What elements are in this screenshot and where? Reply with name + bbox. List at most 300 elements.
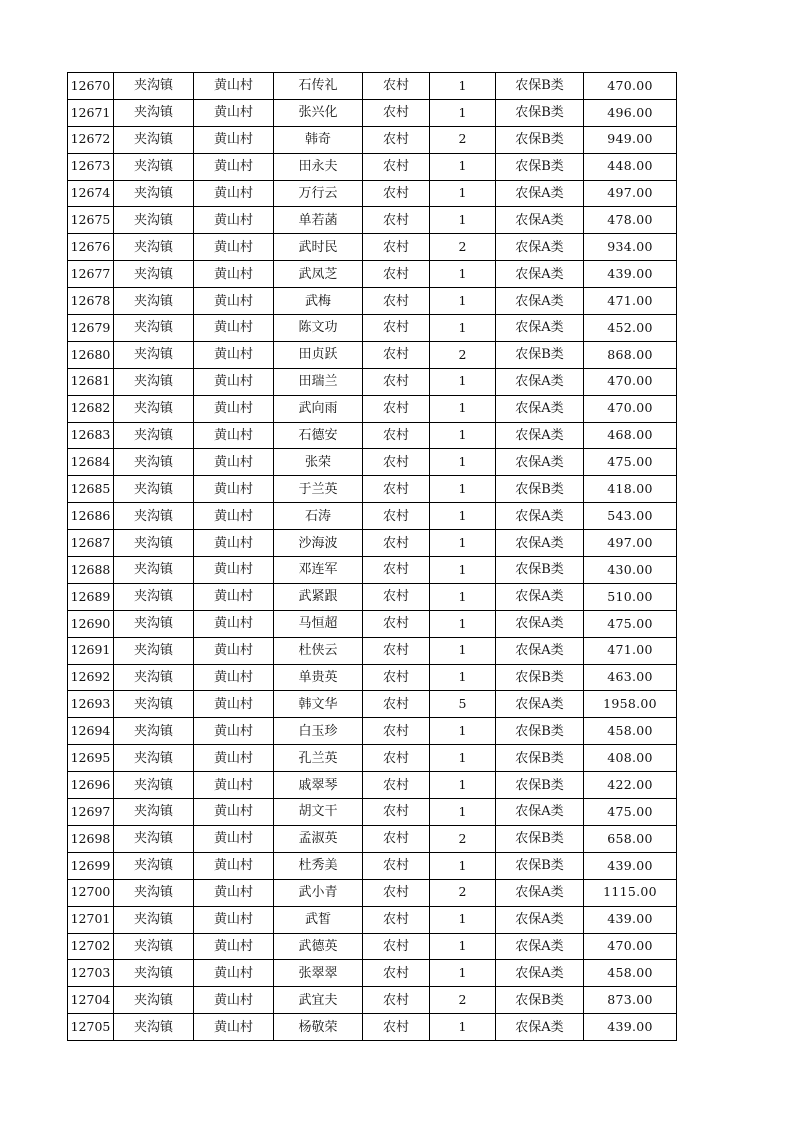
- household-count-cell: 1: [430, 610, 496, 637]
- record-id-cell: 12696: [68, 772, 114, 799]
- record-id-cell: 12687: [68, 530, 114, 557]
- name-cell: 张翠翠: [274, 960, 363, 987]
- table-row: [68, 933, 677, 960]
- table-row: [68, 637, 677, 664]
- name-cell: 田永夫: [274, 153, 363, 180]
- area-type-cell: 农村: [363, 288, 430, 315]
- table-row: [68, 557, 677, 584]
- insurance-category-cell: 农保B类: [496, 987, 584, 1014]
- name-cell: 张荣: [274, 449, 363, 476]
- village-cell: 黄山村: [194, 207, 274, 234]
- insurance-category-cell: 农保A类: [496, 879, 584, 906]
- town-cell: 夹沟镇: [114, 879, 194, 906]
- record-id-cell: 12703: [68, 960, 114, 987]
- insurance-category-cell: 农保A类: [496, 799, 584, 826]
- village-cell: 黄山村: [194, 745, 274, 772]
- household-count-cell: 1: [430, 315, 496, 342]
- amount-cell: 873.00: [584, 987, 677, 1014]
- name-cell: 邓连军: [274, 557, 363, 584]
- household-count-cell: 1: [430, 960, 496, 987]
- insurance-category-cell: 农保A类: [496, 960, 584, 987]
- record-id-cell: 12683: [68, 422, 114, 449]
- town-cell: 夹沟镇: [114, 207, 194, 234]
- area-type-cell: 农村: [363, 557, 430, 584]
- insurance-category-cell: 农保B类: [496, 557, 584, 584]
- household-count-cell: 1: [430, 153, 496, 180]
- area-type-cell: 农村: [363, 799, 430, 826]
- table-row: [68, 368, 677, 395]
- amount-cell: 470.00: [584, 933, 677, 960]
- name-cell: 戚翠琴: [274, 772, 363, 799]
- table-row: [68, 610, 677, 637]
- amount-cell: 470.00: [584, 73, 677, 100]
- record-id-cell: 12705: [68, 1014, 114, 1041]
- amount-cell: 475.00: [584, 449, 677, 476]
- town-cell: 夹沟镇: [114, 261, 194, 288]
- town-cell: 夹沟镇: [114, 503, 194, 530]
- village-cell: 黄山村: [194, 960, 274, 987]
- table-row: [68, 1014, 677, 1041]
- village-cell: 黄山村: [194, 799, 274, 826]
- town-cell: 夹沟镇: [114, 610, 194, 637]
- name-cell: 陈文功: [274, 315, 363, 342]
- insurance-category-cell: 农保A类: [496, 691, 584, 718]
- village-cell: 黄山村: [194, 422, 274, 449]
- town-cell: 夹沟镇: [114, 557, 194, 584]
- name-cell: 武小青: [274, 879, 363, 906]
- household-count-cell: 1: [430, 207, 496, 234]
- name-cell: 于兰英: [274, 476, 363, 503]
- table-row: [68, 341, 677, 368]
- name-cell: 石涛: [274, 503, 363, 530]
- town-cell: 夹沟镇: [114, 718, 194, 745]
- household-count-cell: 2: [430, 341, 496, 368]
- village-cell: 黄山村: [194, 341, 274, 368]
- table-row: [68, 718, 677, 745]
- insurance-category-cell: 农保B类: [496, 825, 584, 852]
- amount-cell: 949.00: [584, 126, 677, 153]
- area-type-cell: 农村: [363, 395, 430, 422]
- area-type-cell: 农村: [363, 637, 430, 664]
- town-cell: 夹沟镇: [114, 664, 194, 691]
- area-type-cell: 农村: [363, 261, 430, 288]
- table-row: [68, 234, 677, 261]
- table-row: [68, 691, 677, 718]
- record-id-cell: 12671: [68, 99, 114, 126]
- area-type-cell: 农村: [363, 772, 430, 799]
- village-cell: 黄山村: [194, 153, 274, 180]
- table-row: [68, 799, 677, 826]
- table-row: [68, 745, 677, 772]
- town-cell: 夹沟镇: [114, 799, 194, 826]
- household-count-cell: 1: [430, 745, 496, 772]
- town-cell: 夹沟镇: [114, 476, 194, 503]
- insurance-category-cell: 农保A类: [496, 933, 584, 960]
- table-row: [68, 315, 677, 342]
- insurance-category-cell: 农保A类: [496, 1014, 584, 1041]
- area-type-cell: 农村: [363, 933, 430, 960]
- area-type-cell: 农村: [363, 583, 430, 610]
- amount-cell: 471.00: [584, 288, 677, 315]
- town-cell: 夹沟镇: [114, 180, 194, 207]
- record-id-cell: 12698: [68, 825, 114, 852]
- record-id-cell: 12692: [68, 664, 114, 691]
- town-cell: 夹沟镇: [114, 234, 194, 261]
- amount-cell: 1958.00: [584, 691, 677, 718]
- record-id-cell: 12694: [68, 718, 114, 745]
- household-count-cell: 1: [430, 637, 496, 664]
- insurance-category-cell: 农保B类: [496, 476, 584, 503]
- village-cell: 黄山村: [194, 180, 274, 207]
- household-count-cell: 1: [430, 799, 496, 826]
- table-row: [68, 852, 677, 879]
- table-row: [68, 664, 677, 691]
- town-cell: 夹沟镇: [114, 933, 194, 960]
- village-cell: 黄山村: [194, 852, 274, 879]
- household-count-cell: 2: [430, 234, 496, 261]
- name-cell: 武紧跟: [274, 583, 363, 610]
- record-id-cell: 12680: [68, 341, 114, 368]
- household-count-cell: 1: [430, 557, 496, 584]
- record-id-cell: 12684: [68, 449, 114, 476]
- area-type-cell: 农村: [363, 341, 430, 368]
- table-row: [68, 987, 677, 1014]
- record-id-cell: 12673: [68, 153, 114, 180]
- household-count-cell: 1: [430, 99, 496, 126]
- household-count-cell: 1: [430, 73, 496, 100]
- insurance-category-cell: 农保B类: [496, 99, 584, 126]
- name-cell: 武凤芝: [274, 261, 363, 288]
- village-cell: 黄山村: [194, 691, 274, 718]
- amount-cell: 510.00: [584, 583, 677, 610]
- village-cell: 黄山村: [194, 637, 274, 664]
- household-count-cell: 1: [430, 772, 496, 799]
- town-cell: 夹沟镇: [114, 126, 194, 153]
- town-cell: 夹沟镇: [114, 825, 194, 852]
- town-cell: 夹沟镇: [114, 772, 194, 799]
- name-cell: 武德英: [274, 933, 363, 960]
- town-cell: 夹沟镇: [114, 395, 194, 422]
- name-cell: 万行云: [274, 180, 363, 207]
- area-type-cell: 农村: [363, 449, 430, 476]
- area-type-cell: 农村: [363, 315, 430, 342]
- village-cell: 黄山村: [194, 825, 274, 852]
- town-cell: 夹沟镇: [114, 341, 194, 368]
- name-cell: 石传礼: [274, 73, 363, 100]
- town-cell: 夹沟镇: [114, 73, 194, 100]
- village-cell: 黄山村: [194, 583, 274, 610]
- village-cell: 黄山村: [194, 987, 274, 1014]
- insurance-category-cell: 农保A类: [496, 315, 584, 342]
- area-type-cell: 农村: [363, 745, 430, 772]
- insurance-category-cell: 农保B类: [496, 153, 584, 180]
- village-cell: 黄山村: [194, 476, 274, 503]
- table-row: [68, 73, 677, 100]
- household-count-cell: 1: [430, 906, 496, 933]
- amount-cell: 478.00: [584, 207, 677, 234]
- household-count-cell: 2: [430, 879, 496, 906]
- table-row: [68, 772, 677, 799]
- area-type-cell: 农村: [363, 503, 430, 530]
- area-type-cell: 农村: [363, 960, 430, 987]
- record-id-cell: 12689: [68, 583, 114, 610]
- record-id-cell: 12682: [68, 395, 114, 422]
- village-cell: 黄山村: [194, 315, 274, 342]
- insurance-category-cell: 农保A类: [496, 530, 584, 557]
- town-cell: 夹沟镇: [114, 691, 194, 718]
- amount-cell: 496.00: [584, 99, 677, 126]
- area-type-cell: 农村: [363, 530, 430, 557]
- household-count-cell: 1: [430, 530, 496, 557]
- name-cell: 田瑞兰: [274, 368, 363, 395]
- amount-cell: 471.00: [584, 637, 677, 664]
- village-cell: 黄山村: [194, 73, 274, 100]
- area-type-cell: 农村: [363, 99, 430, 126]
- town-cell: 夹沟镇: [114, 153, 194, 180]
- insurance-category-cell: 农保A类: [496, 288, 584, 315]
- town-cell: 夹沟镇: [114, 288, 194, 315]
- name-cell: 白玉珍: [274, 718, 363, 745]
- area-type-cell: 农村: [363, 126, 430, 153]
- household-count-cell: 1: [430, 852, 496, 879]
- name-cell: 单贵英: [274, 664, 363, 691]
- village-cell: 黄山村: [194, 261, 274, 288]
- insurance-category-cell: 农保B类: [496, 772, 584, 799]
- town-cell: 夹沟镇: [114, 637, 194, 664]
- village-cell: 黄山村: [194, 99, 274, 126]
- table-row: [68, 99, 677, 126]
- record-id-cell: 12686: [68, 503, 114, 530]
- amount-cell: 418.00: [584, 476, 677, 503]
- household-count-cell: 2: [430, 126, 496, 153]
- record-id-cell: 12678: [68, 288, 114, 315]
- insurance-category-cell: 农保B类: [496, 341, 584, 368]
- area-type-cell: 农村: [363, 476, 430, 503]
- amount-cell: 497.00: [584, 530, 677, 557]
- name-cell: 武向雨: [274, 395, 363, 422]
- household-count-cell: 1: [430, 288, 496, 315]
- record-id-cell: 12679: [68, 315, 114, 342]
- table-body: [68, 73, 677, 1041]
- town-cell: 夹沟镇: [114, 99, 194, 126]
- table-row: [68, 476, 677, 503]
- village-cell: 黄山村: [194, 557, 274, 584]
- household-count-cell: 1: [430, 718, 496, 745]
- household-count-cell: 1: [430, 449, 496, 476]
- table-row: [68, 879, 677, 906]
- area-type-cell: 农村: [363, 1014, 430, 1041]
- name-cell: 马恒超: [274, 610, 363, 637]
- household-count-cell: 1: [430, 933, 496, 960]
- area-type-cell: 农村: [363, 610, 430, 637]
- record-id-cell: 12704: [68, 987, 114, 1014]
- amount-cell: 475.00: [584, 610, 677, 637]
- insurance-category-cell: 农保A类: [496, 261, 584, 288]
- name-cell: 张兴化: [274, 99, 363, 126]
- amount-cell: 468.00: [584, 422, 677, 449]
- amount-cell: 470.00: [584, 368, 677, 395]
- record-id-cell: 12685: [68, 476, 114, 503]
- amount-cell: 463.00: [584, 664, 677, 691]
- household-count-cell: 1: [430, 180, 496, 207]
- area-type-cell: 农村: [363, 368, 430, 395]
- table-row: [68, 126, 677, 153]
- table-row: [68, 153, 677, 180]
- record-id-cell: 12695: [68, 745, 114, 772]
- insurance-category-cell: 农保B类: [496, 745, 584, 772]
- table-row: [68, 288, 677, 315]
- amount-cell: 497.00: [584, 180, 677, 207]
- table-row: [68, 180, 677, 207]
- table-row: [68, 825, 677, 852]
- village-cell: 黄山村: [194, 772, 274, 799]
- insurance-category-cell: 农保B类: [496, 126, 584, 153]
- household-count-cell: 1: [430, 503, 496, 530]
- village-cell: 黄山村: [194, 664, 274, 691]
- record-id-cell: 12688: [68, 557, 114, 584]
- household-count-cell: 1: [430, 261, 496, 288]
- name-cell: 武梅: [274, 288, 363, 315]
- area-type-cell: 农村: [363, 906, 430, 933]
- town-cell: 夹沟镇: [114, 987, 194, 1014]
- record-id-cell: 12702: [68, 933, 114, 960]
- name-cell: 孔兰英: [274, 745, 363, 772]
- amount-cell: 458.00: [584, 960, 677, 987]
- record-id-cell: 12700: [68, 879, 114, 906]
- village-cell: 黄山村: [194, 234, 274, 261]
- record-id-cell: 12672: [68, 126, 114, 153]
- area-type-cell: 农村: [363, 207, 430, 234]
- insurance-category-cell: 农保A类: [496, 395, 584, 422]
- amount-cell: 470.00: [584, 395, 677, 422]
- area-type-cell: 农村: [363, 691, 430, 718]
- insurance-category-cell: 农保B类: [496, 664, 584, 691]
- town-cell: 夹沟镇: [114, 906, 194, 933]
- town-cell: 夹沟镇: [114, 422, 194, 449]
- household-count-cell: 1: [430, 422, 496, 449]
- name-cell: 武皙: [274, 906, 363, 933]
- record-id-cell: 12675: [68, 207, 114, 234]
- village-cell: 黄山村: [194, 368, 274, 395]
- household-count-cell: 5: [430, 691, 496, 718]
- name-cell: 杜秀美: [274, 852, 363, 879]
- town-cell: 夹沟镇: [114, 1014, 194, 1041]
- amount-cell: 452.00: [584, 315, 677, 342]
- amount-cell: 439.00: [584, 261, 677, 288]
- amount-cell: 658.00: [584, 825, 677, 852]
- insurance-category-cell: 农保A类: [496, 503, 584, 530]
- amount-cell: 868.00: [584, 341, 677, 368]
- name-cell: 韩奇: [274, 126, 363, 153]
- insurance-category-cell: 农保A类: [496, 180, 584, 207]
- village-cell: 黄山村: [194, 126, 274, 153]
- insurance-category-cell: 农保B类: [496, 852, 584, 879]
- record-id-cell: 12674: [68, 180, 114, 207]
- record-id-cell: 12701: [68, 906, 114, 933]
- amount-cell: 439.00: [584, 1014, 677, 1041]
- record-id-cell: 12699: [68, 852, 114, 879]
- amount-cell: 439.00: [584, 852, 677, 879]
- record-id-cell: 12697: [68, 799, 114, 826]
- village-cell: 黄山村: [194, 906, 274, 933]
- insurance-category-cell: 农保A类: [496, 583, 584, 610]
- village-cell: 黄山村: [194, 879, 274, 906]
- name-cell: 杨敬荣: [274, 1014, 363, 1041]
- household-count-cell: 2: [430, 825, 496, 852]
- table-row: [68, 530, 677, 557]
- village-cell: 黄山村: [194, 395, 274, 422]
- table-row: [68, 503, 677, 530]
- household-count-cell: 1: [430, 1014, 496, 1041]
- insurance-category-cell: 农保A类: [496, 610, 584, 637]
- amount-cell: 934.00: [584, 234, 677, 261]
- amount-cell: 543.00: [584, 503, 677, 530]
- record-id-cell: 12690: [68, 610, 114, 637]
- village-cell: 黄山村: [194, 718, 274, 745]
- village-cell: 黄山村: [194, 503, 274, 530]
- town-cell: 夹沟镇: [114, 960, 194, 987]
- household-count-cell: 2: [430, 987, 496, 1014]
- insurance-category-cell: 农保B类: [496, 73, 584, 100]
- area-type-cell: 农村: [363, 153, 430, 180]
- amount-cell: 439.00: [584, 906, 677, 933]
- insurance-category-cell: 农保A类: [496, 207, 584, 234]
- area-type-cell: 农村: [363, 664, 430, 691]
- name-cell: 胡文干: [274, 799, 363, 826]
- village-cell: 黄山村: [194, 449, 274, 476]
- record-id-cell: 12676: [68, 234, 114, 261]
- name-cell: 单若菡: [274, 207, 363, 234]
- village-cell: 黄山村: [194, 288, 274, 315]
- name-cell: 武宜夫: [274, 987, 363, 1014]
- name-cell: 石德安: [274, 422, 363, 449]
- table-row: [68, 583, 677, 610]
- area-type-cell: 农村: [363, 879, 430, 906]
- area-type-cell: 农村: [363, 422, 430, 449]
- insurance-category-cell: 农保A类: [496, 637, 584, 664]
- insurance-category-cell: 农保A类: [496, 368, 584, 395]
- insurance-category-cell: 农保A类: [496, 449, 584, 476]
- table-row: [68, 422, 677, 449]
- amount-cell: 422.00: [584, 772, 677, 799]
- table-row: [68, 449, 677, 476]
- insurance-category-cell: 农保A类: [496, 234, 584, 261]
- name-cell: 韩文华: [274, 691, 363, 718]
- area-type-cell: 农村: [363, 718, 430, 745]
- household-count-cell: 1: [430, 664, 496, 691]
- insurance-category-cell: 农保B类: [496, 718, 584, 745]
- village-cell: 黄山村: [194, 530, 274, 557]
- record-id-cell: 12681: [68, 368, 114, 395]
- household-count-cell: 1: [430, 583, 496, 610]
- amount-cell: 430.00: [584, 557, 677, 584]
- amount-cell: 475.00: [584, 799, 677, 826]
- record-id-cell: 12670: [68, 73, 114, 100]
- town-cell: 夹沟镇: [114, 745, 194, 772]
- name-cell: 沙海波: [274, 530, 363, 557]
- table-row: [68, 960, 677, 987]
- household-count-cell: 1: [430, 395, 496, 422]
- record-id-cell: 12691: [68, 637, 114, 664]
- table-row: [68, 906, 677, 933]
- area-type-cell: 农村: [363, 852, 430, 879]
- village-cell: 黄山村: [194, 610, 274, 637]
- household-count-cell: 1: [430, 368, 496, 395]
- area-type-cell: 农村: [363, 180, 430, 207]
- name-cell: 杜侠云: [274, 637, 363, 664]
- area-type-cell: 农村: [363, 73, 430, 100]
- table-row: [68, 395, 677, 422]
